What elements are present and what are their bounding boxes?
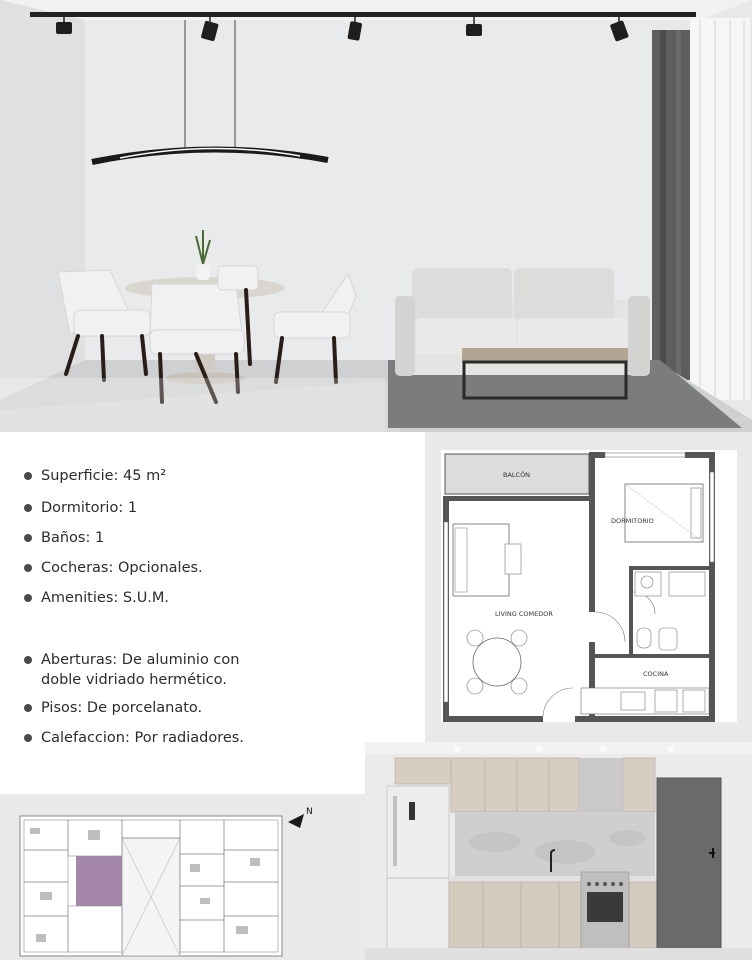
highlighted-unit — [76, 856, 122, 906]
building-floor-plan — [0, 794, 365, 960]
bullet-icon — [24, 594, 32, 602]
living-room-render — [0, 0, 752, 432]
spec-label: Baños: — [41, 530, 91, 546]
spec-value: 1 — [94, 530, 105, 546]
spec-label: Amenities: — [41, 590, 119, 606]
spec-label: Dormitorio: — [41, 500, 124, 516]
bullet-icon — [24, 656, 32, 664]
bullet-icon — [24, 472, 32, 480]
spec-label: Superficie: — [41, 468, 119, 484]
spec-bedroom — [24, 498, 137, 518]
living-room-illustration — [0, 0, 752, 432]
spec-surface — [24, 466, 166, 486]
spec-amenities — [24, 588, 169, 608]
spec-value: S.U.M. — [122, 590, 170, 606]
bullet-icon — [24, 734, 32, 742]
feature-heating — [24, 728, 244, 748]
feature-line: Calefaccion: Por radiadores. — [41, 730, 244, 746]
kitchen-illustration — [365, 742, 752, 960]
north-arrow-icon — [288, 814, 304, 828]
feature-line: doble vidriado hermético. — [41, 672, 227, 688]
feature-line: Aberturas: De aluminio con — [41, 652, 240, 668]
spec-label: Cocheras: — [41, 560, 114, 576]
specs-panel — [0, 432, 425, 794]
bullet-icon — [24, 504, 32, 512]
feature-floors — [24, 698, 202, 718]
spec-bathrooms — [24, 528, 104, 548]
room-label-bedroom: DORMITORIO — [611, 517, 654, 525]
spec-value: 45 m² — [123, 468, 167, 484]
floor-plan-drawing — [425, 432, 752, 742]
room-label-kitchen: COCINA — [643, 670, 669, 678]
bullet-icon — [24, 564, 32, 572]
north-label: N — [306, 807, 313, 817]
spec-value: 1 — [127, 500, 138, 516]
feature-openings — [24, 650, 239, 690]
building-plan-drawing — [0, 794, 365, 960]
unit-floor-plan — [425, 432, 752, 742]
bullet-icon — [24, 534, 32, 542]
feature-line: Pisos: De porcelanato. — [41, 700, 203, 716]
spec-garages — [24, 558, 203, 578]
spec-value: Opcionales. — [117, 560, 203, 576]
kitchen-render — [365, 742, 752, 960]
room-label-living: LIVING COMEDOR — [495, 610, 553, 618]
bullet-icon — [24, 704, 32, 712]
room-label-balcony: BALCÓN — [503, 471, 531, 479]
